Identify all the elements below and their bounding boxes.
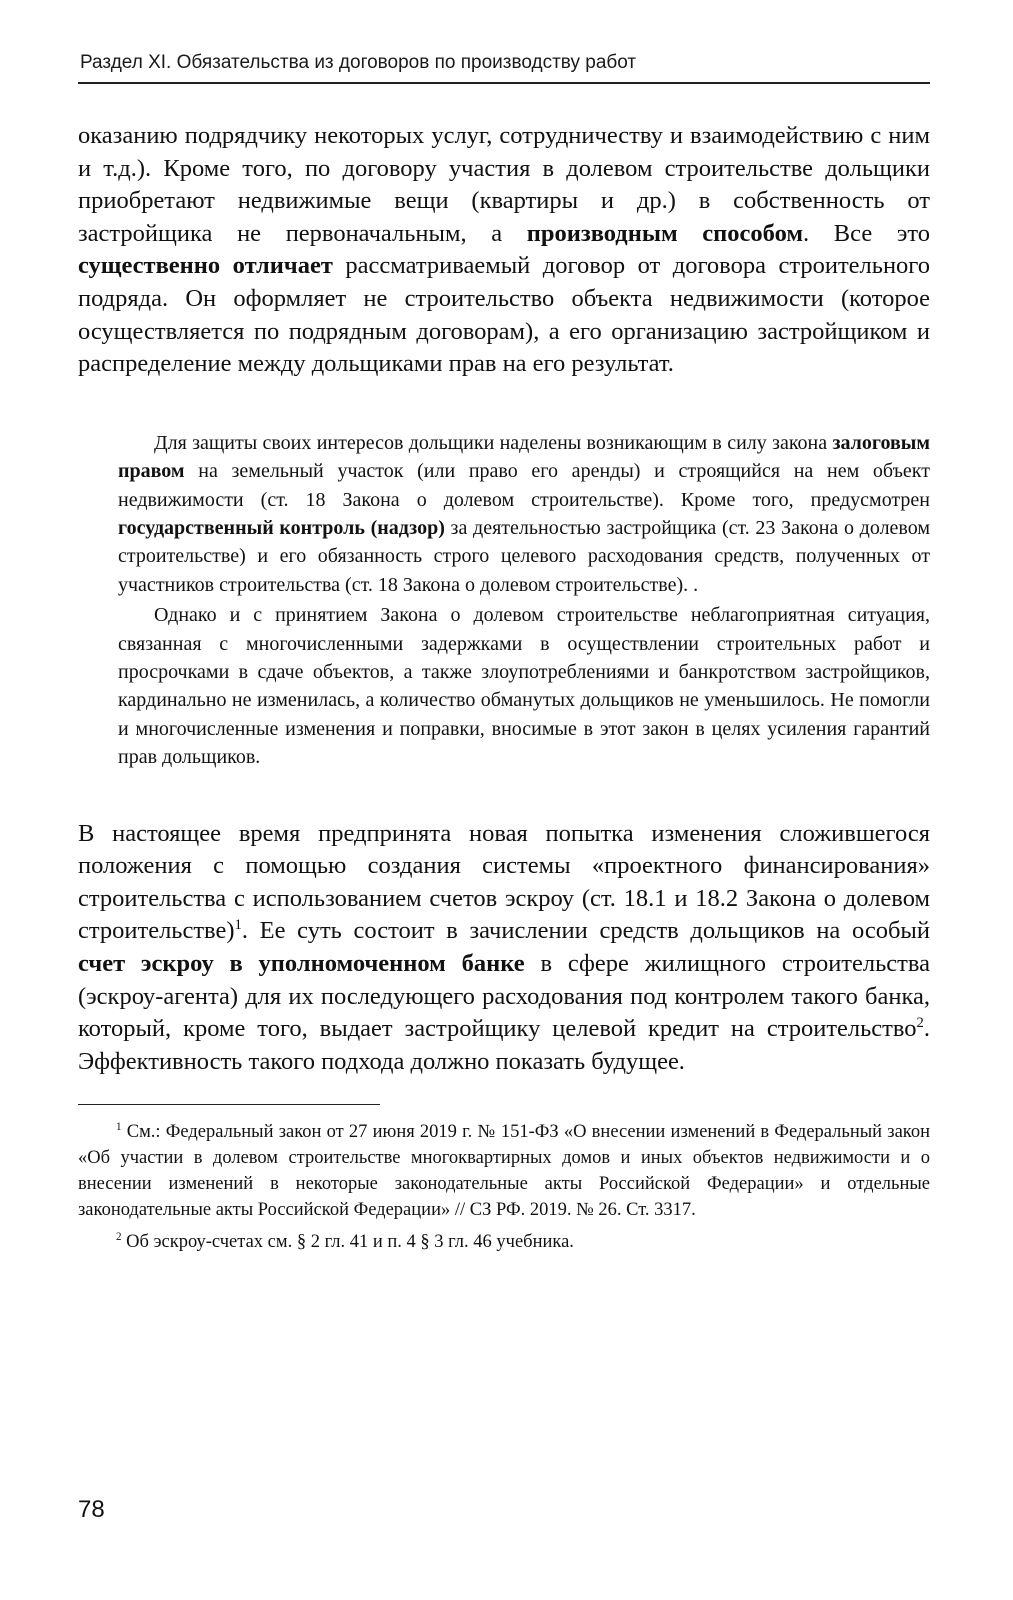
page-number: 78 bbox=[78, 1496, 105, 1523]
small-paragraph-2: Однако и с принятием Закона о долевом строительстве неблагоприятная ситуация, связанная с многочисленными задержками в осуществлении строительных работ и просрочками в сдаче объектов, а также злоупотреблениями и банкротством застройщиков, кардинально не изменилась, а количество обманутых дольщиков не уменьшилось. Не помогли и многочисленные изменения и поправки, вносимые в этот закон в целях усиления гарантий прав дольщиков. bbox=[118, 604, 930, 769]
page bbox=[78, 48, 930, 1255]
footnote-number: 2 bbox=[116, 1231, 122, 1244]
bold-term-escrow-account: счет эскроу в уполномоченном банке bbox=[78, 950, 525, 977]
footnotes bbox=[78, 1119, 930, 1255]
bold-term-significantly-differs: существенно отличает bbox=[78, 252, 333, 280]
bold-term-state-control: государственный контроль (надзор) bbox=[118, 516, 445, 539]
paragraph-2: В настоящее время предпринята новая попытка изменения сложившегося положения с помощью создания системы «проектного финансирования» строительства с использованием счетов эскроу (ст. 18.1 и 18.2 Закона о долевом строительстве)$^1$. Ее суть состоит в зачислении средств дольщиков на особый счет эскроу в уполномоченном банке в сфере жилищного строительства (эскроу-агента) для их последующего расходования под контролем такого банка, который, кроме того, выдает застройщику целевой кредит на строительство$^2$. Эффективность такого подхода должно показать будущее. bbox=[78, 819, 930, 1075]
footnote-2 bbox=[78, 1229, 930, 1255]
footnote-ref-1[interactable]: 1 bbox=[234, 917, 242, 934]
footnote-text: См.: Федеральный закон от 27 июня 2019 г. № 151-ФЗ «О внесении изменений в Федеральный закон «Об участии в долевом строительстве многоквартирных домов и иных объектов недвижимости и о внесении изменений в некоторые законодательные акты Российской Федерации» и отдельные законодательные акты Российской Федерации» // СЗ РФ. 2019. № 26. Ст. 3317. bbox=[78, 1122, 930, 1221]
bold-term-derivative-method: производным способом bbox=[526, 219, 804, 247]
bold-term-pledge-right: залоговым правом bbox=[118, 431, 930, 483]
footnote-ref-2[interactable]: 2 bbox=[916, 1015, 924, 1032]
paragraph-1: оказанию подрядчику некоторых услуг, сотрудничеству и взаимодействию с ним и т.д.). Кроме того, по договору участия в долевом строительстве дольщики приобретают недвижимые вещи (квартиры и др.) в собственность от застройщика не первоначальным, а производным способом. Все это существенно отличает рассматриваемый договор от договора строительного подряда. Он оформляет не строительство объекта недвижимости (которое осуществляется по подрядным договорам), а его организацию застройщиком и распределение между дольщиками прав на его результат. bbox=[78, 122, 930, 378]
footnote-1 bbox=[78, 1119, 930, 1223]
body-section-1 bbox=[78, 120, 930, 381]
footnote-number: 1 bbox=[116, 1121, 122, 1134]
footnote-text: Об эскроу-счетах см. § 2 гл. 41 и п. 4 § 3 гл. 46 учебника. bbox=[126, 1232, 574, 1253]
small-print-block bbox=[78, 429, 930, 772]
footnote-divider bbox=[78, 1104, 380, 1105]
small-paragraph-1: Для защиты своих интересов дольщики наделены возникающим в силу закона залоговым правом на земельный участок (или право его аренды) и строящийся на нем объект недвижимости (ст. 18 Закона о долевом строительстве). Кроме того, предусмотрен государственный контроль (надзор) за деятельностью застройщика (ст. 23 Закона о долевом строительстве) и его обязанность строго целевого расходования средств, полученных от участников строительства (ст. 18 Закона о долевом строительстве). . bbox=[118, 431, 931, 596]
body-section-2 bbox=[78, 818, 930, 1079]
running-head: Раздел XI. Обязательства из договоров по производству работ bbox=[78, 48, 930, 84]
